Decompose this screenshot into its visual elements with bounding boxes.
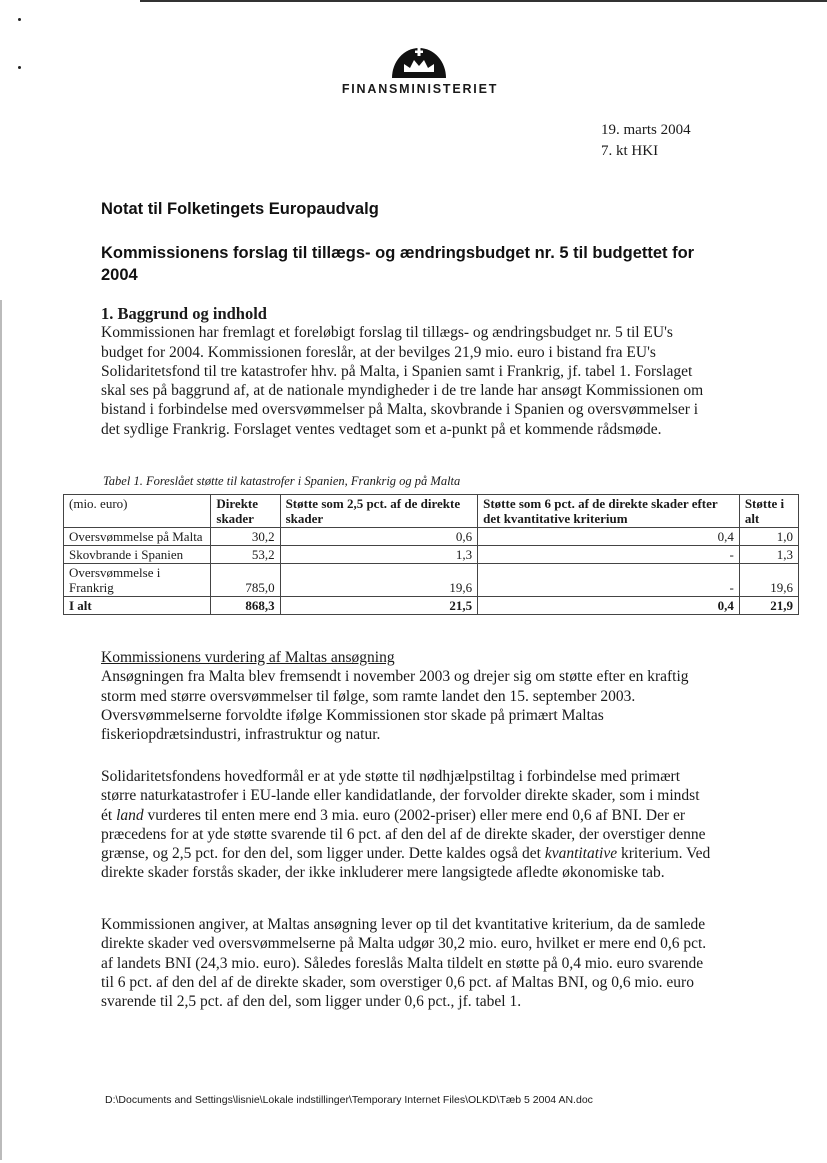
section-text: Kommissionen har fremlagt et foreløbigt forslag til tillægs- og ændringsbudget nr. 5 til EU's budget for 2004. Kommissionen foreslår, at der bevilges 21,9 mio. euro i bistand fra EU's Solidaritetsfond til tre katastrofer hhv. på Malta, i Spanien samt i Frankrig, jf. tabel 1. Forslaget skal ses på baggrund af, at de nationale myndigheder i de tre lande har ansøgt Kommissionen om bistand i forbindelse med oversvømmelser på Malta, skovbrande i Spanien og oversvømmelser i det sydlige Frankrig. Forslaget ventes vedtaget som et a-punkt på et kommende rådsmøde.	[101, 324, 704, 438]
date-block	[601, 120, 691, 162]
emphasis: land	[116, 806, 144, 824]
file-path-footer: D:\Documents and Settings\lisnie\Lokale indstillinger\Temporary Internet Files\OLKD\Tæb 5 2004 AN.doc	[105, 1094, 593, 1106]
table-cell: 30,2	[211, 528, 280, 546]
notat-heading: Notat til Folketingets Europaudvalg	[101, 200, 379, 218]
table-cell: 0,4	[478, 528, 740, 546]
section-heading: Kommissionens vurdering af Maltas ansøgning	[101, 649, 395, 666]
table-cell: -	[478, 546, 740, 564]
table-row	[64, 564, 799, 597]
header-cell: Støtte i alt	[739, 495, 798, 528]
table-row	[64, 546, 799, 564]
header-cell: Støtte som 2,5 pct. af de direkte skader	[280, 495, 478, 528]
table-cell: 21,5	[280, 597, 478, 615]
header-cell: (mio. euro)	[64, 495, 211, 528]
emphasis: kvantitative	[544, 845, 618, 863]
paragraph-text: Solidaritetsfondens hovedformål er at yde støtte til nødhjælpstiltag i forbindelse med primært større naturkatastrofer i EU-lande eller kandidatlande, der forvolder direkte skader, som i mindst ét	[101, 768, 700, 824]
table-cell: 19,6	[280, 564, 478, 597]
scan-left-edge	[0, 300, 2, 1160]
table-row	[64, 528, 799, 546]
table-cell: 19,6	[739, 564, 798, 597]
document-title: Kommissionens forslag til tillægs- og ændringsbudget nr. 5 til budgettet for 2004	[101, 244, 695, 284]
section-vurdering	[101, 648, 711, 744]
paragraph-maltas-ansogning: Kommissionen angiver, at Maltas ansøgning lever op til det kvantitative kriterium, da de samlede direkte skader ved oversvømmelserne på Malta udgør 30,2 mio. euro, hvilket er mere end 0,6 pct. af landets BNI (24,3 mio. euro). Således foreslås Malta tildelt en støtte på 0,4 mio. euro svarende til 6 pct. af den del af de direkte skader, som overstiger 0,6 pct. af Maltas BNI, og 0,6 mio. euro svarende til 2,5 pct. af den del, som ligger under 0,6 pct., jf. tabel 1.	[101, 916, 707, 1011]
table-cell: 1,3	[280, 546, 478, 564]
date: 19. marts 2004	[601, 122, 691, 138]
table-cell: 53,2	[211, 546, 280, 564]
table-cell: 785,0	[211, 564, 280, 597]
section-text: Ansøgningen fra Malta blev fremsendt i november 2003 og drejer sig om støtte efter en kraftig storm med større oversvømmelser til følge, som ramte landet den 15. september 2003. Oversvømmelserne forvoldte ifølge Kommissionen stor skade på primært Maltas fiskeriopdrætsindustri, infrastruktur og natur.	[101, 668, 689, 744]
row-label: Oversvømmelse i Frankrig	[64, 564, 211, 597]
table-cell: 1,0	[739, 528, 798, 546]
office-ref: 7. kt HKI	[601, 143, 659, 159]
ministry-name: FINANSMINISTERIET	[341, 82, 499, 96]
table-cell: -	[478, 564, 740, 597]
header-cell: Direkte skader	[211, 495, 280, 528]
paragraph-solidaritetsfond	[101, 767, 711, 883]
row-label: Skovbrande i Spanien	[64, 546, 211, 564]
table-header-row	[64, 495, 799, 528]
section-baggrund	[101, 304, 711, 439]
paragraph-text: kriterium. Ved direkte skader forstås skader, der ikke inkluderer mere langsigtede afledte økonomiske tab.	[101, 845, 711, 882]
row-label: Oversvømmelse på Malta	[64, 528, 211, 546]
row-label: I alt	[64, 597, 211, 615]
table-total-row	[64, 597, 799, 615]
scan-speck	[18, 18, 21, 21]
table-cell: 0,4	[478, 597, 740, 615]
section-heading: 1. Baggrund og indhold	[101, 304, 267, 323]
table-cell: 868,3	[211, 597, 280, 615]
support-table	[63, 494, 799, 615]
table-cell: 0,6	[280, 528, 478, 546]
paragraph-text: vurderes til enten mere end 3 mia. euro (2002-priser) eller mere end 0,6 af BNI. Der er præcedens for at yde støtte svarende til 6 pct. af den del af de direkte skader, der overstiger denne grænse, og 2,5 pct. for den del, som ligger under. Dette kaldes også det	[101, 806, 706, 863]
crown-logo-icon	[390, 44, 448, 80]
table-cell: 21,9	[739, 597, 798, 615]
header-cell: Støtte som 6 pct. af de direkte skader efter det kvantitative kriterium	[478, 495, 740, 528]
scan-speck	[18, 66, 21, 69]
scan-top-border	[140, 0, 827, 2]
table-cell: 1,3	[739, 546, 798, 564]
table-caption: Tabel 1. Foreslået støtte til katastrofer i Spanien, Frankrig og på Malta	[103, 474, 461, 488]
